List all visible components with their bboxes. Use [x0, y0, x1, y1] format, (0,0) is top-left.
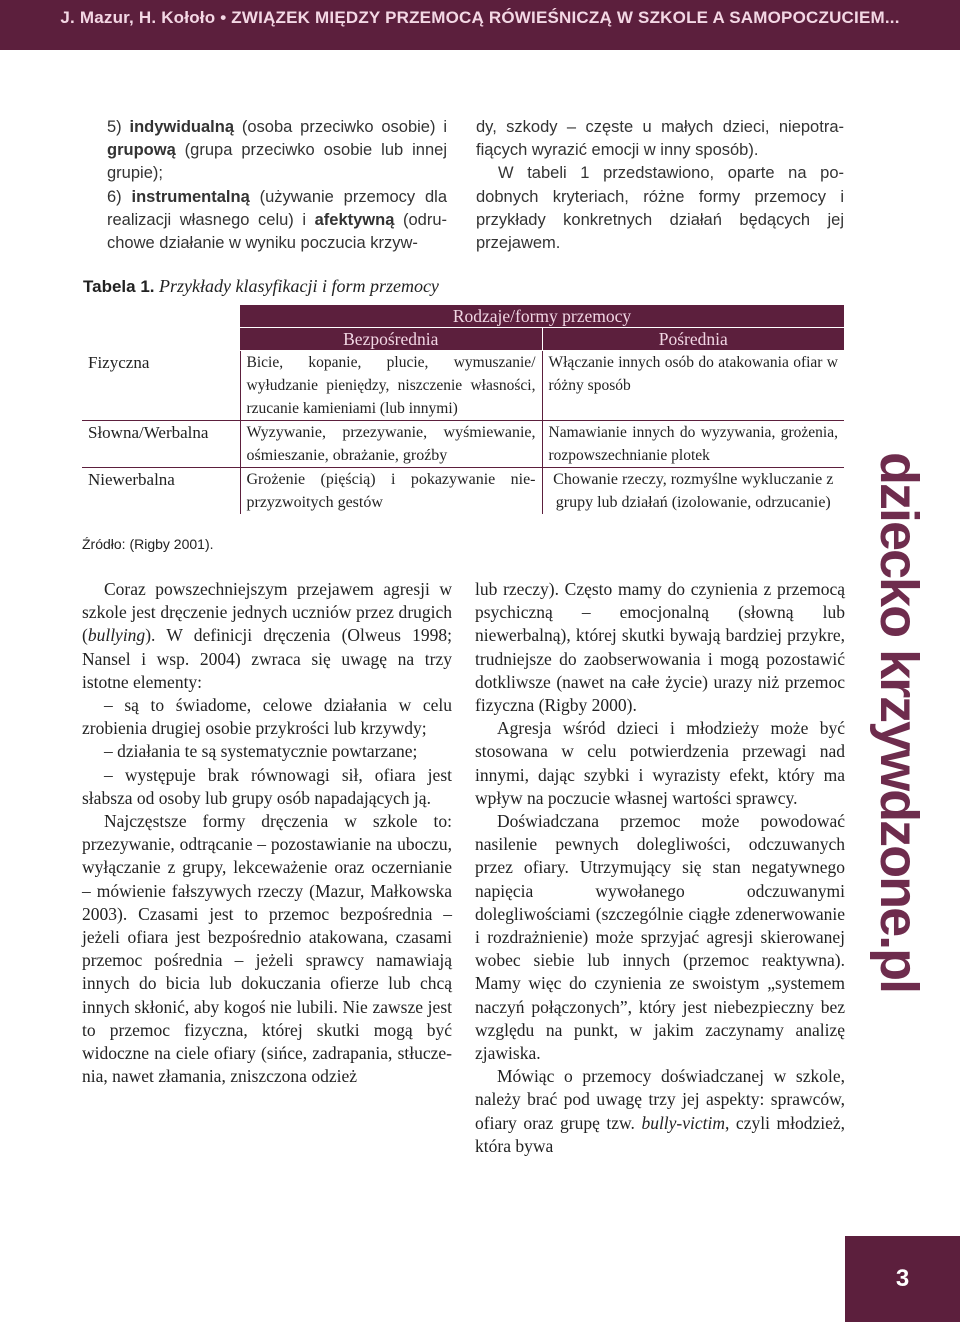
- table-caption-label: Tabela 1.: [83, 277, 155, 296]
- right-column: [475, 578, 845, 1158]
- paragraph: [475, 1065, 845, 1158]
- bullet-item: – działania te są systematycznie powtarzane;: [104, 741, 418, 762]
- list-text: (osoba przeciwko osobie) i: [234, 118, 447, 136]
- cell-indirect: Namawianie innych do wyzywania, grożenia, rozpowszechnianie plotek: [542, 421, 844, 468]
- table-row: [82, 421, 844, 468]
- forms-of-violence-table: [82, 305, 844, 514]
- paragraph: Najczęstsze formy dręczenia w szkole to: przezywanie, odtrącanie – pozostawianie na uboczu, wyłączanie z grupy, lekceważenie oraz oczernianie – mówienie fałszywych rzeczy (Mazur, Małkowska 2003). Czasami jest to przemoc bezpośrednia – jeżeli ofiara jest bezpośrednio atakowana, czasami przemoc pośrednia – jeżeli sprawcy namawiają innych do bicia lub dokuczania ofierze lub chcą innych skłonić, aby kogoś nie lubili. Nie zawsze jest to przemoc fizyczna, której skutki mogą być widoczne na ciele ofiary (sińce, zadrapania, stłuczenia, nawet złamania, zniszczona odzież: [82, 811, 452, 1087]
- cell-direct: Grożenie (pięścią) i pokazywanie nieprzyzwoitych gestów: [240, 468, 542, 515]
- paragraph: lub rzeczy). Często mamy do czynienia z przemocą psychiczną – emocjonalną (słowną lub niewerbalną), której skutki bywają bardziej przykre, trudniejsze do zaobserwowania i mogą pozostawić dotkliwsze (nawet na całe życie) urazy niż przemoc fizyczna (Rigby 2000).: [475, 579, 845, 716]
- row-label: Słowna/Werbalna: [82, 421, 240, 468]
- table-header-main: Rodzaje/formy przemocy: [240, 305, 844, 328]
- running-header-title: J. Mazur, H. Kołoło • ZWIĄZEK MIĘDZY PRZEMOCĄ RÓWIEŚNICZĄ W SZKOLE A SAMOPOCZUCIEM...: [60, 8, 900, 27]
- paragraph: Doświadczana przemoc może powodować nasilenie pewnych dolegliwości, odczuwanych przez ofiary. Utrzymujący się stan negatywnego napięcia wywołanego odczuwanymi dolegliwościami (szczególnie ciągłe zdenerwowanie i rozdrażnienie) może sprzyjać agresji skierowanej wobec siebie lub innych (przemoc reaktywna). Mamy więc do czynienia ze swoistym „systemem naczyń połączonych”, który jest niebezpieczny bez względu na punkt, w jakim zaczynamy analizę zjawiska.: [475, 811, 845, 1064]
- table-source: Źródło: (Rigby 2001).: [82, 536, 214, 552]
- site-watermark: dziecko krzywdzone.pl: [869, 452, 929, 993]
- table-header-indirect: Pośrednia: [542, 328, 844, 351]
- list-item-5: [107, 116, 447, 186]
- text-run: Coraz powszechniejszym przejawem agresji w szkole jest dręczenie jednych uczniów przez drugich (: [82, 579, 452, 646]
- running-header: [0, 0, 960, 50]
- list-number: 5): [107, 118, 130, 136]
- paragraph: [82, 578, 452, 694]
- cell-direct: Bicie, kopanie, plucie, wymuszanie/ wyłudzanie pieniędzy, niszczenie własności, rzucanie kamieniami (lub innymi): [240, 351, 542, 421]
- cell-indirect: Chowanie rzeczy, rozmyślne wykluczanie z grupy lub działań (izolowanie, odrzucanie): [542, 468, 844, 515]
- text-run: , czyli młodzież, która bywa: [475, 1112, 846, 1156]
- text-run: Mówiąc o przemocy doświadczanej w szkole, należy brać pod uwagę trzy jej aspekty: sprawców, ofiary oraz grupę tzw.: [475, 1066, 845, 1133]
- term-bold: grupową: [107, 141, 176, 160]
- list-text: (grupa przeciwko osobie lub innej grupie);: [107, 141, 447, 183]
- row-label: Niewerbalna: [88, 470, 175, 489]
- top-left-column: [107, 116, 447, 255]
- page-number-box: [845, 1236, 960, 1322]
- term-bold: indywidualną: [129, 118, 235, 136]
- term-bold: instrumentalną: [131, 187, 250, 206]
- table-header-row: [82, 305, 844, 328]
- bullet-item: – występuje brak równowagi sił, ofiara jest słabsza od osoby lub grupy osób napadających ją.: [82, 764, 452, 808]
- list-number: 6): [107, 187, 132, 206]
- table-corner: [82, 305, 240, 328]
- left-column: [82, 578, 452, 1088]
- table-header-direct: Bezpośrednia: [240, 328, 542, 351]
- term-bold: afektywną: [314, 210, 395, 229]
- table-subheader-row: [82, 328, 844, 351]
- top-right-column: [476, 116, 844, 255]
- bullet-item: – są to świadome, celowe działania w celu zrobienia drugiej osobie przykrości lub krzywdy;: [82, 695, 452, 739]
- table-caption-text: Przykłady klasyfikacji i form przemocy: [159, 276, 439, 296]
- paragraph: Agresja wśród dzieci i młodzieży może być stosowana w celu potwierdzenia przewagi nad innymi, dając szybki i wyrazisty efekt, który ma wpływ na poczucie własnej wartości sprawcy.: [475, 718, 845, 808]
- term-italic: bully-victim: [641, 1112, 726, 1133]
- table-row: [82, 468, 844, 515]
- list-text: (odruchowe działanie w wyniku poczucia krzyw-: [107, 210, 447, 253]
- term-italic: bullying: [87, 625, 146, 646]
- table-caption: [83, 276, 439, 297]
- row-label: Fizyczna: [82, 351, 240, 421]
- table-corner: [82, 328, 240, 351]
- paragraph: dy, szkody – częste u małych dzieci, niepotrafiących wyrazić emocji w inny sposób).: [476, 118, 844, 160]
- list-item-6: [107, 186, 447, 256]
- cell-indirect: Włączanie innych osób do atakowania ofiar w różny sposób: [542, 351, 844, 421]
- cell-direct: Wyzywanie, przezywanie, wyśmiewanie, ośmieszanie, obrażanie, groźby: [240, 421, 542, 468]
- table-row: [82, 351, 844, 421]
- page-number: 3: [895, 1265, 910, 1292]
- text-run: ). W definicji dręczenia (Olweus 1998; Nansel i wsp. 2004) zwraca się uwagę na trzy istotne elementy:: [82, 625, 452, 692]
- list-text: (używanie przemocy dla realizacji własnego celu) i: [107, 187, 447, 229]
- paragraph: W tabeli 1 przedstawiono, oparte na podobnych kryteriach, różne formy przemocy i przykłady konkretnych działań będących jej przejawem.: [476, 164, 844, 253]
